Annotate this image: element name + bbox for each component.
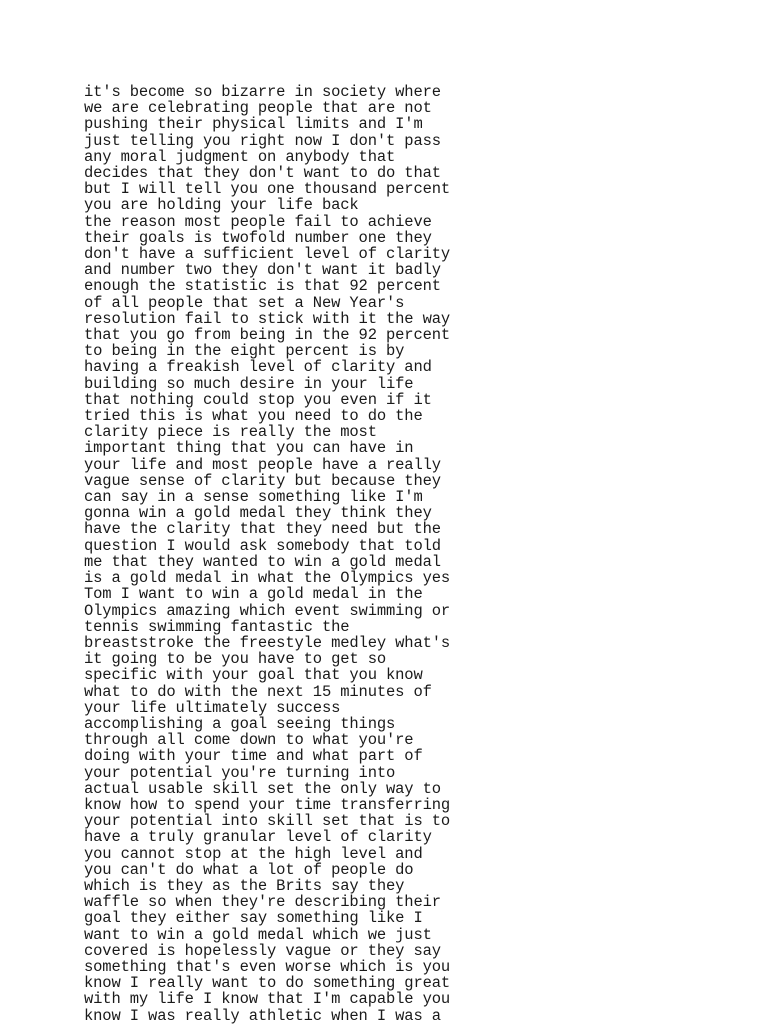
- transcript-line: gonna win a gold medal they think they: [84, 504, 432, 523]
- transcript-line: with my life I know that I'm capable you: [84, 990, 451, 1009]
- transcript-line: having a freakish level of clarity and: [84, 358, 432, 377]
- transcript-line: can say in a sense something like I'm: [84, 488, 423, 507]
- transcript-line: know I really want to do something great: [84, 974, 451, 993]
- transcript-line: pushing their physical limits and I'm: [84, 115, 423, 134]
- transcript-line: you cannot stop at the high level and: [84, 844, 423, 863]
- transcript-line: of all people that set a New Year's: [84, 293, 405, 312]
- transcript-line: that you go from being in the 92 percent: [84, 326, 451, 345]
- transcript-line: any moral judgment on anybody that: [84, 147, 396, 166]
- transcript-line: tried this is what you need to do the: [84, 407, 423, 426]
- transcript-line: you are holding your life back: [84, 196, 359, 215]
- transcript-line: it's become so bizarre in society where: [84, 83, 441, 101]
- transcript-line: waffle so when they're describing their: [84, 893, 441, 912]
- transcript-line: building so much desire in your life: [84, 374, 414, 393]
- transcript-line: resolution fail to stick with it the way: [84, 309, 451, 328]
- transcript-line: don't have a sufficient level of clarity: [84, 245, 451, 264]
- transcript-line: important thing that you can have in: [84, 439, 414, 458]
- transcript-line: tennis swimming fantastic the: [84, 617, 350, 636]
- transcript-line: doing with your time and what part of: [84, 747, 423, 766]
- transcript-line: know I was really athletic when I was a: [84, 1006, 441, 1025]
- transcript-line: have the clarity that they need but the: [84, 520, 441, 539]
- transcript-line: the reason most people fail to achieve: [84, 212, 432, 231]
- transcript-line: but I will tell you one thousand percent: [84, 180, 451, 199]
- transcript-line: your life and most people have a really: [84, 455, 441, 474]
- transcript-line: and number two they don't want it badly: [84, 261, 441, 280]
- transcript-line: enough the statistic is that 92 percent: [84, 277, 441, 296]
- transcript-line: clarity piece is really the most: [84, 423, 377, 442]
- transcript-text: [84, 84, 704, 1024]
- transcript-line: something that's even worse which is you: [84, 957, 451, 976]
- transcript-line: to being in the eight percent is by: [84, 342, 405, 361]
- transcript-line: Olympics amazing which event swimming or: [84, 601, 451, 620]
- transcript-line: want to win a gold medal which we just: [84, 925, 432, 944]
- transcript-line: actual usable skill set the only way to: [84, 779, 441, 798]
- transcript-line: accomplishing a goal seeing things: [84, 714, 396, 733]
- transcript-line: breaststroke the freestyle medley what's: [84, 633, 451, 652]
- transcript-line: your potential into skill set that is to: [84, 812, 451, 831]
- transcript-line: Tom I want to win a gold medal in the: [84, 585, 423, 604]
- transcript-line: vague sense of clarity but because they: [84, 471, 441, 490]
- transcript-line: it going to be you have to get so: [84, 650, 387, 669]
- transcript-line: have a truly granular level of clarity: [84, 828, 432, 847]
- transcript-line: your life ultimately success: [84, 698, 341, 717]
- transcript-line: their goals is twofold number one they: [84, 228, 432, 247]
- transcript-line: me that they wanted to win a gold medal: [84, 552, 441, 571]
- transcript-line: know how to spend your time transferring: [84, 795, 451, 814]
- transcript-line: that nothing could stop you even if it: [84, 390, 432, 409]
- transcript-line: is a gold medal in what the Olympics yes: [84, 569, 451, 588]
- transcript-line: we are celebrating people that are not: [84, 99, 432, 118]
- transcript-line: you can't do what a lot of people do: [84, 860, 414, 879]
- transcript-line: just telling you right now I don't pass: [84, 131, 441, 150]
- transcript-line: which is they as the Brits say they: [84, 876, 405, 895]
- transcript-line: goal they either say something like I: [84, 909, 423, 928]
- transcript-line: question I would ask somebody that told: [84, 536, 441, 555]
- transcript-line: covered is hopelessly vague or they say: [84, 941, 441, 960]
- transcript-line: your potential you're turning into: [84, 763, 396, 782]
- transcript-line: what to do with the next 15 minutes of: [84, 682, 432, 701]
- transcript-line: through all come down to what you're: [84, 731, 414, 750]
- transcript-line: specific with your goal that you know: [84, 666, 423, 685]
- transcript-line: decides that they don't want to do that: [84, 164, 441, 183]
